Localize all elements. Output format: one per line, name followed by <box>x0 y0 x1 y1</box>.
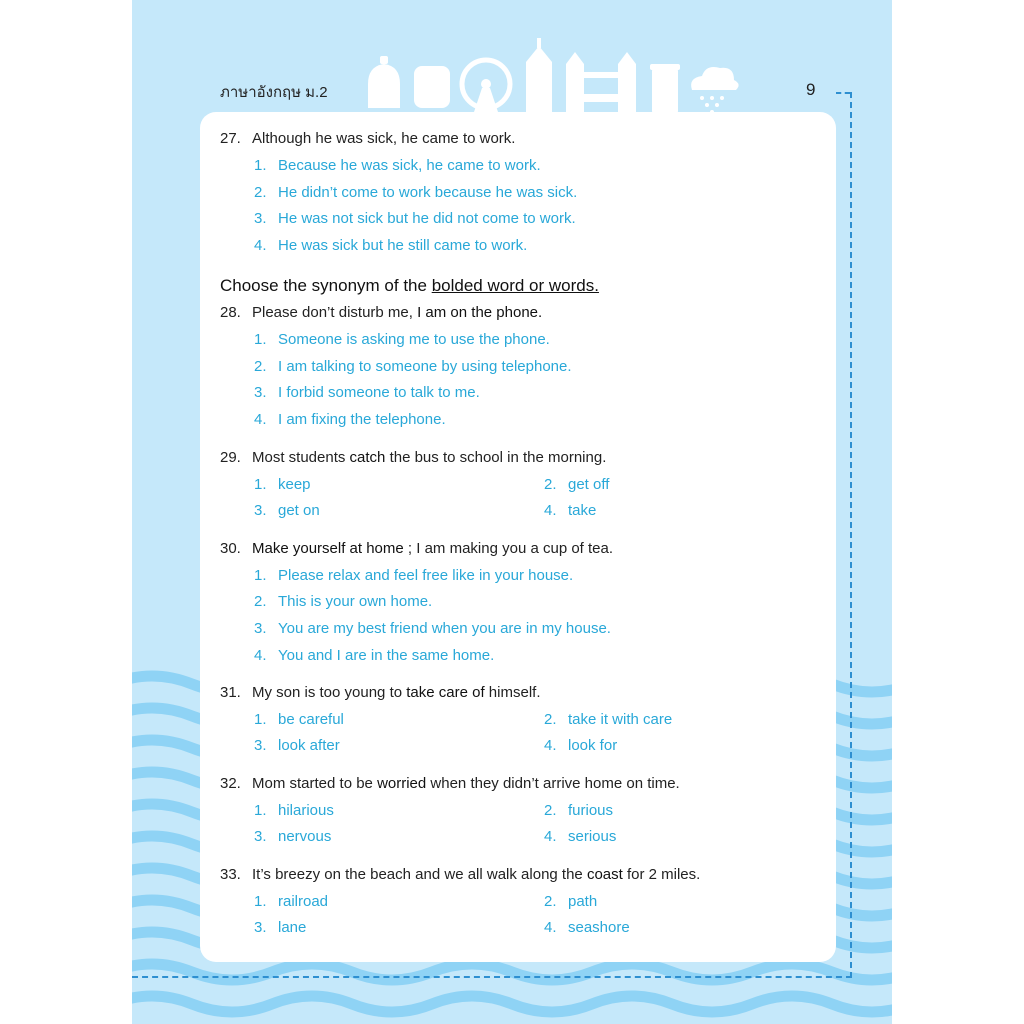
q28-option-1: 1. Someone is asking me to use the phone. <box>254 331 550 348</box>
rain-cloud-icon <box>691 67 738 114</box>
q28-option-3: 3. I forbid someone to talk to me. <box>254 384 480 401</box>
bell-icon <box>368 56 400 108</box>
q28-option-2: 2. I am talking to someone by using telephone. <box>254 358 572 375</box>
q32-option-4: 4. serious <box>544 828 617 845</box>
question-30: 30. Make yourself at home ; I am making you a cup of tea. <box>220 540 614 557</box>
question-33: 33. It’s breezy on the beach and we all walk along the coast for 2 miles. <box>220 866 701 883</box>
q33-option-4: 4. seashore <box>544 919 630 936</box>
q30-option-4: 4. You and I are in the same home. <box>254 647 495 664</box>
ferris-wheel-icon <box>462 60 510 112</box>
question-27: 27. Although he was sick, he came to work. <box>220 130 516 147</box>
q31-option-4: 4. look for <box>544 737 618 754</box>
q27-option-3: 3. He was not sick but he did not come to work. <box>254 210 576 227</box>
question-32: 32. Mom started to be worried when they didn’t arrive home on time. <box>220 775 680 792</box>
page-background <box>132 0 892 1024</box>
q33-option-3: 3. lane <box>254 919 307 936</box>
question-29: 29. Most students catch the bus to school in the morning. <box>220 449 607 466</box>
q29-option-1: 1. keep <box>254 476 311 493</box>
phone-booth-icon <box>650 64 680 114</box>
clock-tower-icon <box>526 38 552 114</box>
tram-icon <box>414 66 450 108</box>
dashed-border-top <box>836 92 850 94</box>
q29-option-4: 4. take <box>544 502 597 519</box>
dashed-border-bottom <box>132 976 852 978</box>
question-28: 28. Please don’t disturb me, I am on the phone. <box>220 304 543 321</box>
q32-option-1: 1. hilarious <box>254 802 334 819</box>
q29-option-3: 3. get on <box>254 502 320 519</box>
q30-option-3: 3. You are my best friend when you are in my house. <box>254 620 611 637</box>
q30-option-1: 1. Please relax and feel free like in your house. <box>254 567 574 584</box>
dashed-border-right <box>850 92 852 978</box>
page-number: 9 <box>806 80 816 99</box>
q32-option-2: 2. furious <box>544 802 614 819</box>
q32-option-3: 3. nervous <box>254 828 332 845</box>
tower-bridge-icon <box>566 52 636 114</box>
q30-option-2: 2. This is your own home. <box>254 593 433 610</box>
q27-option-1: 1. Because he was sick, he came to work. <box>254 157 541 174</box>
q28-option-4: 4. I am fixing the telephone. <box>254 411 446 428</box>
q27-option-4: 4. He was sick but he still came to work. <box>254 237 528 254</box>
q33-option-1: 1. railroad <box>254 893 329 910</box>
q31-option-2: 2. take it with care <box>544 711 673 728</box>
section-heading: Choose the synonym of the bolded word or words. <box>220 276 599 295</box>
q31-option-3: 3. look after <box>254 737 340 754</box>
header-title: ภาษาอังกฤษ ม.2 <box>220 84 328 101</box>
london-skyline <box>362 38 742 116</box>
q33-option-2: 2. path <box>544 893 598 910</box>
q31-option-1: 1. be careful <box>254 711 344 728</box>
q27-option-2: 2. He didn’t come to work because he was sick. <box>254 184 578 201</box>
question-31: 31. My son is too young to take care of himself. <box>220 684 541 701</box>
q29-option-2: 2. get off <box>544 476 610 493</box>
